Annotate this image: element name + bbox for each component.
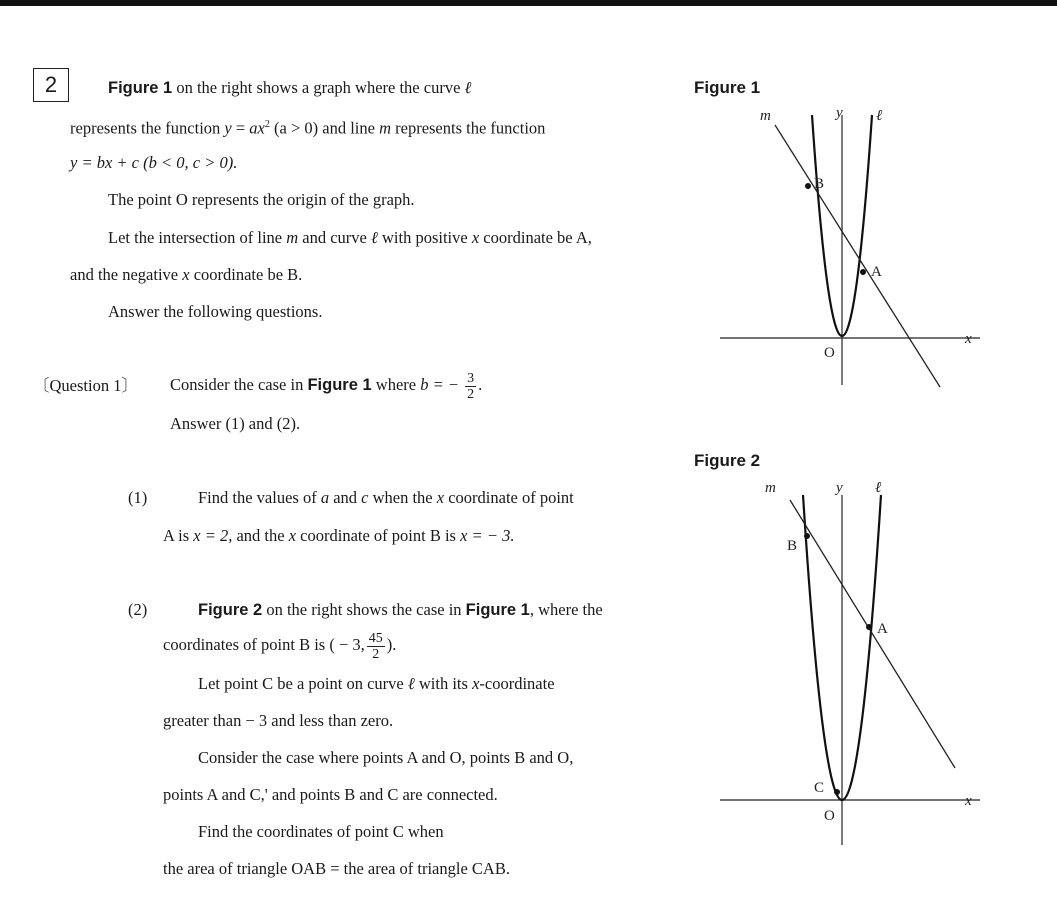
part2-line-1: Figure 2 on the right shows the case in Figure 1, where the (198, 600, 603, 619)
part2-line-3: Let point C be a point on curve ℓ with its x-coordinate (198, 674, 555, 693)
figure1-ref: Figure 1 (465, 601, 530, 619)
figure1-ref: Figure 1 (108, 79, 173, 97)
label-b: B (814, 176, 825, 192)
label-ell: ℓ (875, 480, 882, 496)
line-m (775, 125, 940, 387)
part2-label: (2) (128, 600, 148, 619)
part2-line-4: greater than − 3 and less than zero. (163, 711, 394, 730)
figure1-ref: Figure 1 (307, 376, 372, 394)
figure1-graph (690, 95, 990, 395)
label-o: O (824, 808, 835, 824)
question1-answer: Answer (1) and (2). (170, 414, 301, 433)
problem-number-box: 2 (33, 68, 69, 102)
label-ell: ℓ (876, 108, 883, 124)
label-y: y (836, 105, 843, 121)
part2-line-5: Consider the case where points A and O, points B and O, (198, 748, 574, 767)
point-a (860, 269, 866, 275)
point-b (804, 533, 810, 539)
part2-line-6: points A and C,' and points B and C are connected. (163, 785, 498, 804)
figure1-title: Figure 1 (694, 78, 761, 97)
label-a: A (877, 621, 888, 637)
intro-line-5: Let the intersection of line m and curve ℓ with positive x coordinate be A, (108, 228, 592, 247)
label-o: O (824, 345, 835, 361)
question1-line-1: Consider the case in Figure 1 where b = − $\frac{3}{2}$ . (170, 370, 483, 402)
coord-fraction: $\frac{45}{2}$ (368, 630, 383, 662)
part2-line-8: the area of triangle OAB = the area of triangle CAB. (163, 859, 510, 878)
label-m: m (765, 480, 776, 496)
intro-line-4: The point O represents the origin of the graph. (108, 190, 415, 209)
intro-line-7: Answer the following questions. (108, 302, 323, 321)
point-c (834, 789, 840, 795)
point-a (866, 624, 872, 630)
intro-line-3: y = bx + c (b < 0, c > 0). (70, 153, 238, 172)
figure2-title: Figure 2 (694, 451, 761, 470)
figure2-graph (690, 470, 990, 850)
label-y: y (836, 480, 843, 496)
line-m (790, 500, 955, 768)
part1-label: (1) (128, 488, 148, 507)
intro-line-2: represents the function $y = ax^2$ (a > 0) and line m represents the function (70, 118, 546, 138)
label-x: x (965, 331, 972, 347)
question1-label: 〔Question 1〕 (33, 376, 138, 395)
part2-line-7: Find the coordinates of point C when (198, 822, 444, 841)
intro-line-1: Figure 1 on the right shows a graph where the curve ℓ (108, 78, 472, 97)
part1-line-1: Find the values of a and c when the x coordinate of point (198, 488, 574, 507)
top-border (0, 0, 1057, 6)
figure2-ref: Figure 2 (198, 601, 263, 619)
b-fraction: $\frac{3}{2}$ (467, 370, 475, 402)
point-b (805, 183, 811, 189)
label-m: m (760, 108, 771, 124)
intro-line-6: and the negative x coordinate be B. (70, 265, 303, 284)
label-c: C (814, 780, 825, 796)
label-x: x (965, 793, 972, 809)
part1-line-2: A is x = 2, and the x coordinate of point B is x = − 3. (163, 526, 515, 545)
label-a: A (871, 264, 882, 280)
part2-line-2: coordinates of point B is ( − 3, $\frac{45}{2}$ ). (163, 630, 397, 662)
label-b: B (787, 538, 798, 554)
